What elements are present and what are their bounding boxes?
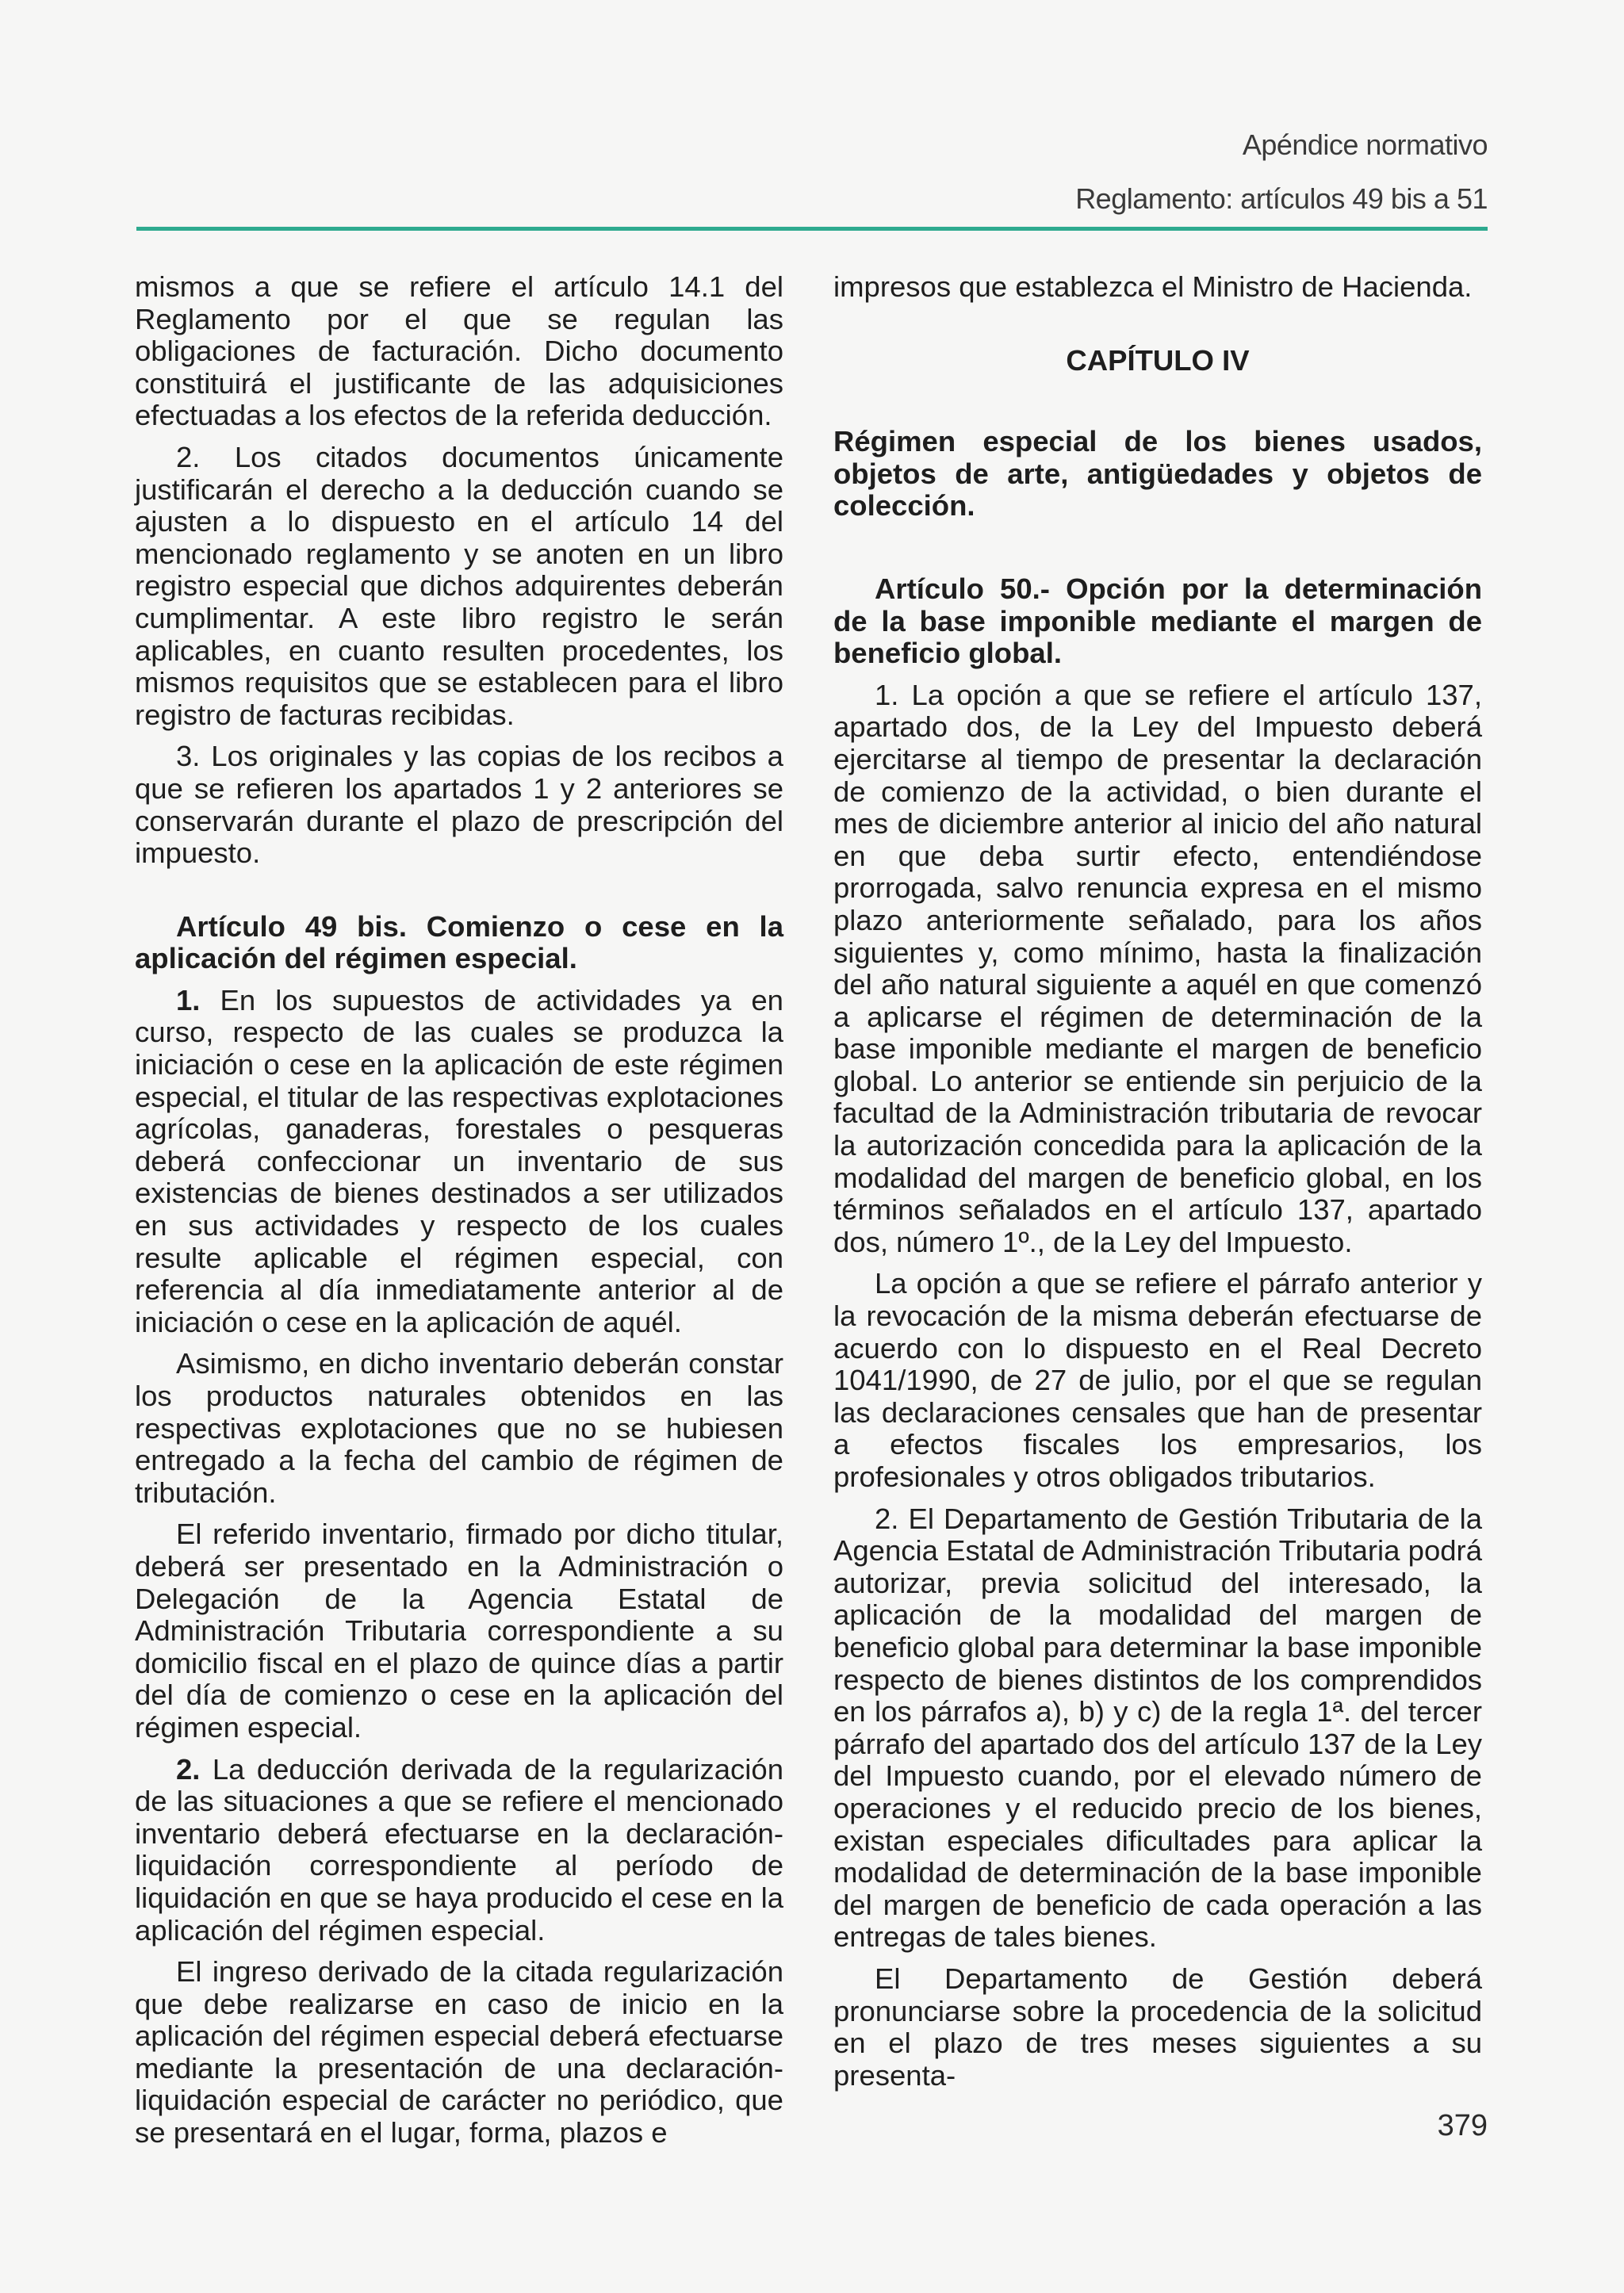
paragraph <box>135 985 783 1339</box>
paragraph: El ingreso derivado de la citada regularización que debe realizarse en caso de inicio en la aplicación del régimen especial deberá efectuarse mediante la presentación de una declaración-liquidación especial de carácter no periódico, que se presentará en el lugar, forma, plazos e <box>135 1955 783 2149</box>
page-number: 379 <box>1437 2109 1488 2142</box>
paragraph-text: En los supuestos de actividades ya en curso, respecto de las cuales se produzca la iniciación o cese en la aplicación de este régimen especial, el titular de las respectivas explotaciones agrícolas, ganaderas, forestales o pesqueras deberá confeccionar un inventario de sus existencias de bienes destinados a ser utilizados en sus actividades y respecto de los cuales resulte aplicable el régimen especial, con referencia al día inmediatamente anterior al de iniciación o cese en la aplicación de aquél. <box>135 983 783 1338</box>
header-rule <box>136 227 1488 231</box>
article-heading: Artículo 49 bis. Comienzo o cese en la aplicación del régimen especial. <box>135 909 783 975</box>
paragraph <box>135 1754 783 1947</box>
chapter-title: Régimen especial de los bienes usados, objetos de arte, antigüedades y objetos de colección. <box>833 425 1482 523</box>
left-column <box>135 271 783 2159</box>
paragraph: La opción a que se refiere el párrafo anterior y la revocación de la misma deberán efectuarse de acuerdo con lo dispuesto en el Real Decreto 1041/1990, de 27 de julio, por el que se regulan las declaraciones censales que han de presentar a efectos fiscales los empresarios, los profesionales y otros obligados tributarios. <box>833 1267 1482 1493</box>
paragraph: El Departamento de Gestión deberá pronunciarse sobre la procedencia de la solicitud en el plazo de tres meses siguientes a su presenta- <box>833 1962 1482 2092</box>
paragraph: Asimismo, en dicho inventario deberán constar los productos naturales obtenidos en las respectivas explotaciones que no se hubiesen entregado a la fecha del cambio de régimen de tributación. <box>135 1347 783 1509</box>
paragraph-number: 2. <box>176 1752 201 1786</box>
paragraph: impresos que establezca el Ministro de Hacienda. <box>833 270 1473 303</box>
paragraph-text: La deducción derivada de la regularización de las situaciones a que se refiere el mencionado inventario deberá efectuarse en la declaración-liquidación correspondiente al período de liquidación en que se haya producido el cese en la aplicación del régimen especial. <box>135 1752 783 1947</box>
paragraph: El referido inventario, firmado por dicho titular, deberá ser presentado en la Administración o Delegación de la Agencia Estatal de Administración Tributaria correspondiente a su domicilio fiscal en el plazo de quince días a partir del día de comienzo o cese en la aplicación del régimen especial. <box>135 1518 783 1744</box>
paragraph: 1. La opción a que se refiere el artículo 137, apartado dos, de la Ley del Impuesto deberá ejercitarse al tiempo de presentar la declaración de comienzo de la actividad, o bien durante el mes de diciembre anterior al inicio del año natural en que deba surtir efecto, entendiéndose prorrogada, salvo renuncia expresa en el mismo plazo anteriormente señalado, para los años siguientes y, como mínimo, hasta la finalización del año natural siguiente a aquél en que comenzó a aplicarse el régimen de determinación de la base imponible mediante el margen de beneficio global. Lo anterior se entiende sin perjuicio de la facultad de la Administración tributaria de revocar la autorización concedida para la aplicación de la modalidad del margen de beneficio global, en los términos señalados en el artículo 137, apartado dos, número 1º., de la Ley del Impuesto. <box>833 678 1482 1258</box>
chapter-heading: CAPÍTULO IV <box>1066 343 1250 377</box>
paragraph: 2. Los citados documentos únicamente justificarán el derecho a la deducción cuando se ajusten a lo dispuesto en el artículo 14 del mencionado reglamento y se anoten en un libro registro especial que dichos adquirentes deberán cumplimentar. A este libro registro le serán aplicables, en cuanto resulten procedentes, los mismos requisitos que se establecen para el libro registro de facturas recibidas. <box>135 440 783 731</box>
right-column <box>833 271 1482 2101</box>
paragraph: 3. Los originales y las copias de los recibos a que se refieren los apartados 1 y 2 anteriores se conservarán durante el plazo de prescripción del impuesto. <box>135 740 783 870</box>
paragraph: mismos a que se refiere el artículo 14.1 del Reglamento por el que se regulan las obligaciones de facturación. Dicho documento constituirá el justificante de las adquisiciones efectuadas a los efectos de la referida deducción. <box>135 270 783 432</box>
article-heading: Artículo 50.- Opción por la determinación de la base imponible mediante el margen de beneficio global. <box>833 572 1482 670</box>
paragraph: 2. El Departamento de Gestión Tributaria de la Agencia Estatal de Administración Tributaria podrá autorizar, previa solicitud del interesado, la aplicación de la modalidad del margen de beneficio global para determinar la base imponible respecto de bienes distintos de los comprendidos en los párrafos a), b) y c) de la regla 1ª. del tercer párrafo del apartado dos del artículo 137 de la Ley del Impuesto cuando, por el elevado número de operaciones y el reducido precio de los bienes, existan especiales dificultades para aplicar la modalidad de determinación de la base imponible del margen de beneficio de cada operación a las entregas de tales bienes. <box>833 1502 1482 1954</box>
paragraph-number: 1. <box>176 983 201 1016</box>
running-header-subsection: Reglamento: artículos 49 bis a 51 <box>1075 182 1488 215</box>
running-header-section: Apéndice normativo <box>1242 128 1488 161</box>
